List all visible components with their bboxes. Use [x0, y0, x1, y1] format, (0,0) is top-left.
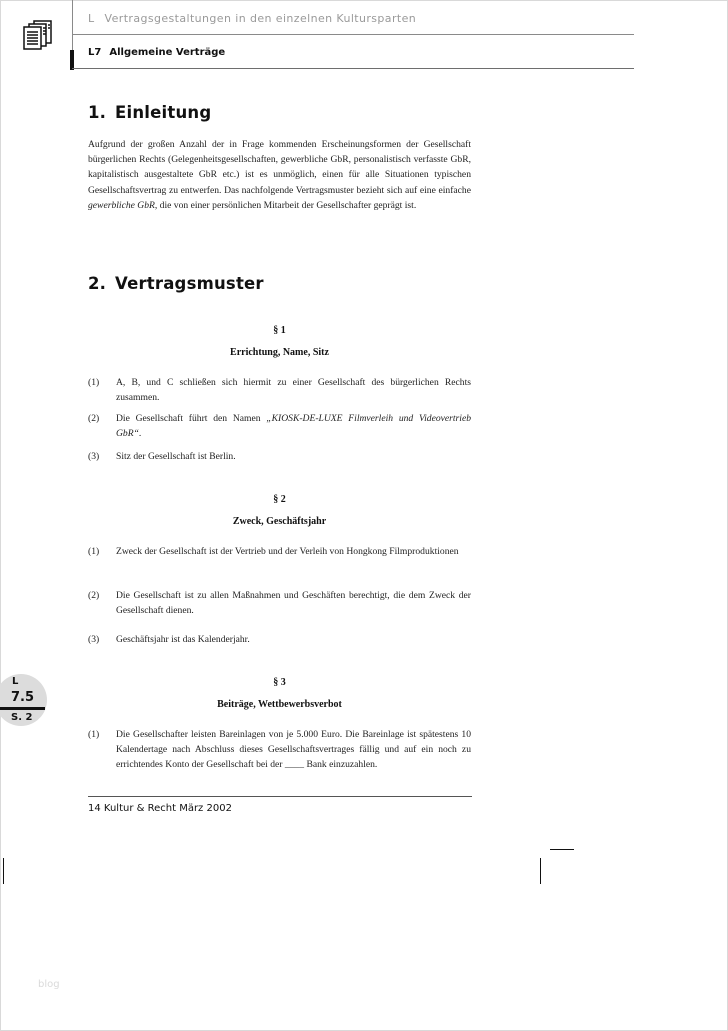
- clause-item: [88, 632, 471, 647]
- crop-mark-horizontal: [550, 849, 574, 850]
- header-bottom-divider: [72, 68, 634, 69]
- clause-number: (3): [88, 634, 100, 645]
- section-number: 1.: [88, 103, 107, 122]
- clause-item: [88, 544, 471, 559]
- paragraph-sign: § 3: [273, 677, 286, 688]
- clause-number: (2): [88, 413, 100, 424]
- paragraph-heading: Zweck, Geschäftsjahr: [232, 516, 327, 527]
- header-section-code: L7: [88, 47, 102, 58]
- paragraph-sign: § 2: [273, 494, 286, 505]
- clause-number: (2): [88, 590, 100, 601]
- footer-issue: 14 Kultur & Recht März 2002: [88, 803, 232, 814]
- header-chapter-code: L: [88, 12, 95, 25]
- side-tab-bar: [0, 707, 45, 710]
- side-tab-number: 7.5: [11, 690, 35, 705]
- section-title: Vertragsmuster: [115, 274, 264, 293]
- clause-item: [88, 375, 471, 405]
- section-title: Einleitung: [115, 103, 212, 122]
- clause-company-name: „KIOSK-DE-LUXE Filmverleih und Videovertrieb GbR“: [116, 413, 472, 440]
- clause-text-end: .: [138, 428, 142, 440]
- clause-number: (1): [88, 729, 100, 740]
- paragraph-sign: § 1: [273, 325, 286, 336]
- clause-text: Sitz der Gesellschaft ist Berlin.: [116, 451, 236, 462]
- header-chapter-title: Vertragsgestaltungen in den einzelnen Kultursparten: [104, 12, 417, 25]
- clause-number: (1): [88, 377, 100, 388]
- header-section-title: Allgemeine Verträge: [109, 47, 226, 58]
- header-marker-bar: [70, 50, 74, 70]
- side-tab-letter: L: [12, 676, 19, 687]
- clause-item: [88, 411, 471, 441]
- section-number: 2.: [88, 274, 107, 293]
- intro-text-end: , die von einer persönlichen Mitarbeit der Gesellschafter geprägt ist.: [154, 199, 417, 211]
- stacked-documents-icon: [22, 20, 54, 50]
- section-heading-einleitung: [88, 103, 211, 122]
- clause-item: [88, 727, 471, 773]
- crop-mark-right: [540, 858, 541, 884]
- paragraph-heading: Beiträge, Wettbewerbsverbot: [217, 699, 342, 710]
- clause-number: (3): [88, 451, 100, 462]
- clause-text: [116, 411, 471, 441]
- clause-item: [88, 588, 471, 618]
- section-heading-vertragsmuster: [88, 274, 264, 293]
- header-divider: [72, 34, 634, 35]
- clause-text: Geschäftsjahr ist das Kalenderjahr.: [116, 634, 250, 645]
- intro-paragraph: [88, 137, 471, 213]
- clause-text: A, B, und C schließen sich hiermit zu einer Gesellschaft des bürgerlichen Rechts zusammen.: [116, 377, 471, 404]
- intro-text-start: Aufgrund der großen Anzahl der in Frage kommenden Erscheinungsformen der Gesellschaft bürgerlichen Rechts (Gelegenheitsgesellschaften, gewerbliche GbR, personalistisch verfasste GbR, kapitalistisch ausgestaltete GbR etc.) ist es unmöglich, einen für alle Situationen typischen Gesellschaftsvertrag zu entwerfen. Das nachfolgende Vertragsmuster bezieht sich auf eine einfache: [88, 139, 471, 196]
- intro-emphasis: gewerbliche GbR: [88, 199, 155, 211]
- watermark: blog: [38, 979, 60, 990]
- footer-divider: [88, 796, 472, 797]
- clause-text: Die Gesellschaft ist zu allen Maßnahmen und Geschäften berechtigt, die dem Zweck der Gesellschaft dienen.: [116, 590, 471, 617]
- crop-mark-left: [3, 858, 4, 884]
- clause-text: Die Gesellschafter leisten Bareinlagen von je 5.000 Euro. Die Bareinlage ist spätestens 10 Kalendertage nach Abschluss dieses Gesellschaftsvertrages fällig und auf ein noch zu errichtendes Konto der Gesellschaft bei der ____ Bank einzuzahlen.: [116, 729, 471, 771]
- side-tab-page: S. 2: [11, 712, 33, 723]
- clause-text-start: Die Gesellschaft führt den Namen: [116, 413, 267, 424]
- paragraph-heading: Errichtung, Name, Sitz: [230, 347, 329, 358]
- clause-text: Zweck der Gesellschaft ist der Vertrieb und der Verleih von Hongkong Filmproduktionen: [116, 546, 459, 557]
- header-chapter: [88, 12, 416, 25]
- header-section: [88, 47, 225, 58]
- clause-number: (1): [88, 546, 100, 557]
- clause-item: [88, 449, 471, 464]
